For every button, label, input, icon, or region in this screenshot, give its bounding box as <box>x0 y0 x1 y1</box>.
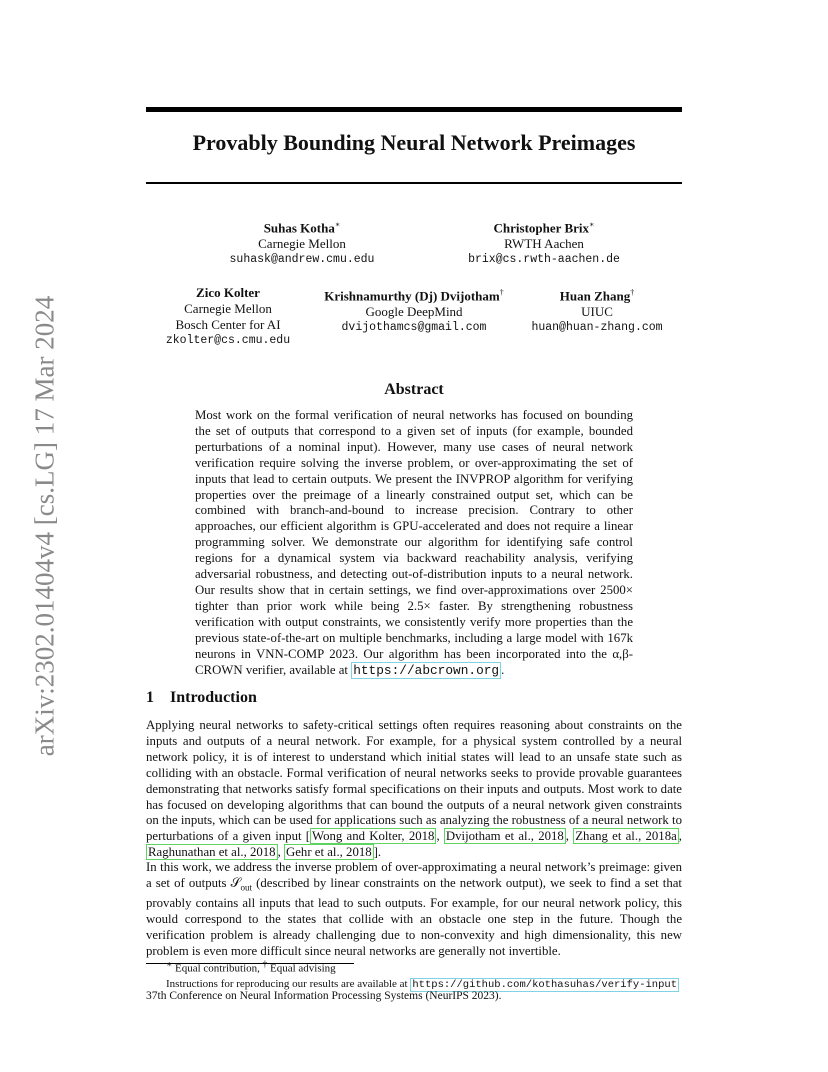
author-block <box>150 285 306 349</box>
intro-paragraph-1: Applying neural networks to safety-critical settings often requires reasoning about constraints on the inputs and outputs of a neural network. For example, for a physical system controlled by a neural network policy, it is of interest to understand which initial states will lead to an unsafe state such as colliding with an obstacle. Formal verification of neural networks seeks to provide provable guarantees demonstrating that networks satisfy formal specifications on their inputs and outputs. Most work to date has focused on developing algorithms that can bound the outputs of a neural network given constraints on the inputs, which can be used for applications such as analyzing the robustness of a neural network to perturbations of a given input [ Wong and Kolter, 2018 , Dvijotham et al., 2018 , Zhang et al., 2018a , Raghunathan et al., 2018 , Gehr et al., 2018 ]. <box>146 718 682 860</box>
footnote-text: Equal contribution, <box>172 962 263 975</box>
footnote-1 <box>166 957 679 977</box>
author-mark: ∗ <box>589 220 595 229</box>
author-block <box>420 217 668 268</box>
author-email: brix@cs.rwth-aachen.de <box>468 253 620 267</box>
paragraph-text: In this work, we address the inverse problem of over-approximating a neural network’s preimage: given a set of outputs <box>146 860 682 890</box>
citation-link[interactable]: Gehr et al., 2018 <box>286 845 372 860</box>
footnote-text: Instructions for reproducing our results are available at <box>166 977 411 990</box>
author-block <box>310 285 518 336</box>
author-email: dvijothamcs@gmail.com <box>341 321 487 335</box>
section-heading <box>146 689 257 707</box>
author-name: Krishnamurthy (Dj) Dvijotham <box>324 288 500 304</box>
author-mark: † <box>499 288 504 297</box>
footnote-mark: † <box>262 959 268 969</box>
footnote-text: Equal advising <box>267 962 336 975</box>
math-symbol: 𝒮 <box>230 875 241 890</box>
author-name: Huan Zhang <box>559 288 631 304</box>
paragraph-text: Applying neural networks to safety-critical settings often requires reasoning about constraints on the inputs and outputs of a neural network. For example, for a physical system controlled by a neural network policy, it is of interest to understand which initial states will lead to an unsafe state such as colliding with an obstacle. Formal verification of neural networks seeks to provide provable guarantees demonstrating that networks satisfy formal specifications on their inputs and outputs. Most work to date has focused on developing algorithms that can bound the outputs of a neural network given constraints on the inputs, which can be used for applications such as analyzing the robustness of a neural network to perturbations of a given input <box>146 718 682 844</box>
title-top-rule <box>146 107 682 112</box>
author-mark: † <box>630 288 635 297</box>
author-block <box>522 285 672 336</box>
author-affiliation: UIUC <box>581 304 613 320</box>
author-mark: ∗ <box>334 220 341 229</box>
author-name: Christopher Brix <box>493 220 590 236</box>
footnotes <box>166 957 679 993</box>
arxiv-sidebar <box>25 286 65 766</box>
paper-title: Provably Bounding Neural Network Preimages <box>192 130 636 155</box>
section-number: 1 <box>146 689 154 706</box>
title-bottom-rule <box>146 182 682 184</box>
footnote-url-link[interactable]: https://github.com/kothasuhas/verify-input <box>412 978 678 991</box>
author-affiliation: Carnegie Mellon <box>258 236 346 252</box>
abstract-url-link[interactable]: https://abcrown.org <box>353 662 500 678</box>
abstract-heading: Abstract <box>384 381 444 398</box>
author-name: Zico Kolter <box>196 285 260 300</box>
intro-paragraph-2 <box>146 860 682 960</box>
author-email: huan@huan-zhang.com <box>531 321 663 335</box>
citation-open: [ <box>301 829 311 844</box>
citation-link[interactable]: Raghunathan et al., 2018 <box>148 845 276 860</box>
citation-link[interactable]: Zhang et al., 2018a <box>575 829 677 844</box>
author-email: zkolter@cs.cmu.edu <box>165 334 291 347</box>
abstract-text: Most work on the formal verification of neural networks has focused on bounding the set of outputs that correspond to a given set of inputs (for example, bounded perturbations of a nominal input). However, many use cases of neural network verification require solving the inverse problem, or over-approximating the set of inputs that lead to certain outputs. We present the INVPROP algorithm for verifying properties over the preimage of a linearly constrained output set, which can be combined with branch-and-bound to increase precision. Contrary to other approaches, our efficient algorithm is GPU-accelerated and does not require a linear programming solver. We demonstrate our algorithm for identifying safe control regions for a dynamical system via backward reachability analysis, verifying adversarial robustness, and detecting out-of-distribution inputs to a neural network. Our results show that in certain settings, we find over-approximations over 2500× tighter than prior work while being 2.5× faster. By strengthening robustness verification with output constraints, we consistently verify more properties than the previous state-of-the-art on multiple benchmarks, including a large model with 167k neurons in VNN-COMP 2023. Our algorithm has been incorporated into the α,β-CROWN verifier, available at <box>195 408 633 677</box>
author-affiliation-secondary: Bosch Center for AI <box>175 317 281 332</box>
author-affiliation: Google DeepMind <box>365 304 463 320</box>
footnote-mark: ∗ <box>166 959 173 969</box>
paragraph-text: (described by linear constraints on the network output), we seek to find a set that provably contains all inputs that lead to such outputs. For example, for our neural network policy, this would correspond to the states that collide with an obstacle one step in the future. Though the verification problem is already challenging due to non-convexity and high dimensionality, this new problem is even more difficult since neural networks are generally not invertible. <box>146 875 682 959</box>
citation-link[interactable]: Wong and Kolter, 2018 <box>312 829 435 844</box>
abstract-end: . <box>501 662 505 677</box>
section-title: Introduction <box>170 689 257 706</box>
citation-close: ]. <box>373 845 382 860</box>
math-subscript: out <box>240 882 253 893</box>
author-email: suhask@andrew.cmu.edu <box>229 253 375 267</box>
citation-link[interactable]: Dvijotham et al., 2018 <box>445 829 564 844</box>
arxiv-identifier: arXiv:2302.01404v4 [cs.LG] 17 Mar 2024 <box>29 295 60 757</box>
author-affiliation: Carnegie Mellon <box>184 301 272 316</box>
author-block <box>196 217 408 268</box>
abstract-body <box>195 408 633 678</box>
venue-note: 37th Conference on Neural Information Processing Systems (NeurIPS 2023). <box>146 990 502 1002</box>
author-name: Suhas Kotha <box>263 220 335 236</box>
author-affiliation: RWTH Aachen <box>504 236 584 252</box>
